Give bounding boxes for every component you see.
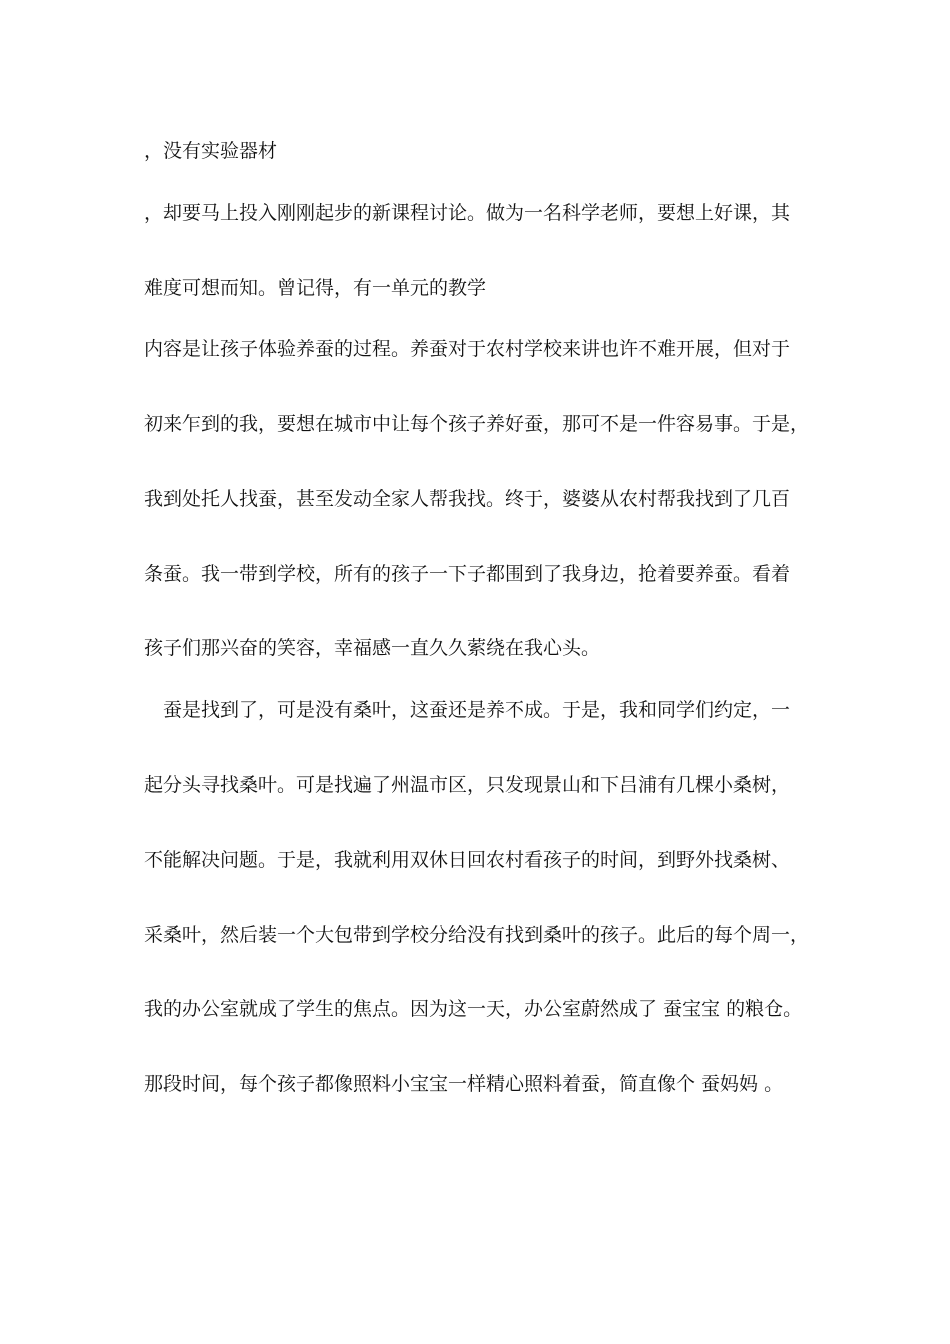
text-line-14: 那段时间，每个孩子都像照料小宝宝一样精心照料着蚕，简直像个 蚕妈妈 。 [144, 1073, 784, 1095]
text-line-9: 蚕是找到了，可是没有桑叶，这蚕还是养不成。于是，我和同学们约定，一 [144, 699, 791, 721]
text-line-4: 内容是让孩子体验养蚕的过程。养蚕对于农村学校来讲也许不难开展，但对于 [144, 338, 791, 360]
text-line-6: 我到处托人找蚕，甚至发动全家人帮我找。终于，婆婆从农村帮我找到了几百 [144, 488, 791, 510]
text-line-11: 不能解决问题。于是，我就利用双休日回农村看孩子的时间，到野外找桑树、 [144, 849, 791, 871]
text-line-5: 初来乍到的我，要想在城市中让每个孩子养好蚕，那可不是一件容易事。于是， [144, 413, 810, 435]
text-line-7: 条蚕。我一带到学校，所有的孩子一下子都围到了我身边，抢着要养蚕。看着 [144, 563, 791, 585]
text-line-3: 难度可想而知。曾记得，有一单元的教学 [144, 277, 487, 299]
text-line-13: 我的办公室就成了学生的焦点。因为这一天，办公室蔚然成了 蚕宝宝 的粮仓。 [144, 998, 803, 1020]
text-line-12: 采桑叶，然后装一个大包带到学校分给没有找到桑叶的孩子。此后的每个周一， [144, 924, 810, 946]
text-line-10: 起分头寻找桑叶。可是找遍了州温市区，只发现景山和下吕浦有几棵小桑树， [144, 774, 791, 796]
text-line-2: ，却要马上投入刚刚起步的新课程讨论。做为一名科学老师，要想上好课，其 [144, 202, 791, 224]
text-line-8: 孩子们那兴奋的笑容，幸福感一直久久萦绕在我心头。 [144, 637, 601, 659]
text-line-1: ，没有实验器材 [144, 140, 278, 162]
